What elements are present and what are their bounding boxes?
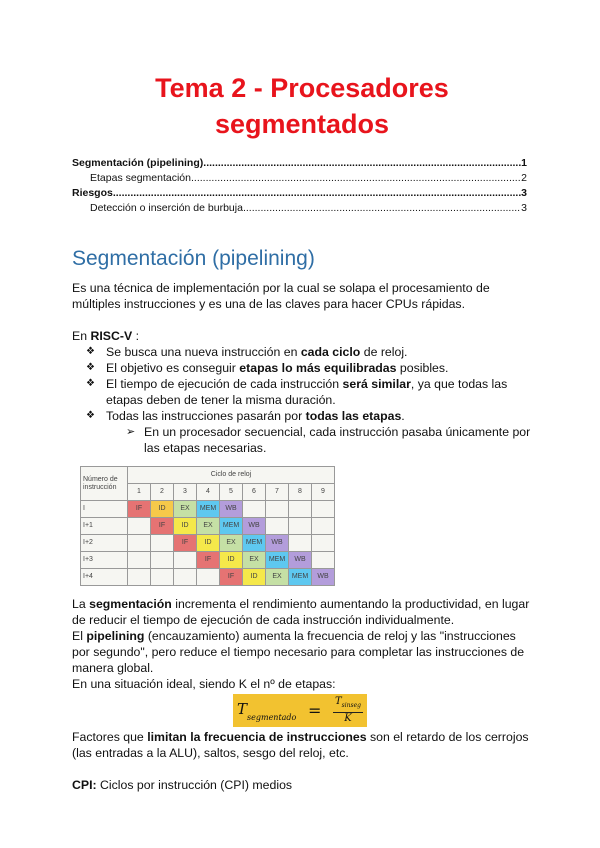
formula-lhs: T xyxy=(237,699,248,718)
empty-cell xyxy=(128,552,151,569)
cycle-header: 6 xyxy=(243,484,266,501)
segmented-time-formula xyxy=(233,694,367,727)
cycle-header: 2 xyxy=(151,484,174,501)
empty-cell xyxy=(151,569,174,586)
body-paragraphs xyxy=(72,596,532,692)
stage-cell: WB xyxy=(289,552,312,569)
stage-cell: IF xyxy=(151,518,174,535)
bullet-item: ❖ Todas las instrucciones pasarán por todas las etapas. xyxy=(72,408,532,424)
stage-cell: ID xyxy=(220,552,243,569)
empty-cell xyxy=(151,535,174,552)
stage-cell: ID xyxy=(243,569,266,586)
paragraph: En una situación ideal, siendo K el nº de etapas: xyxy=(72,677,336,691)
formula-num-sub: sinseg xyxy=(341,702,361,709)
bold-text: RISC-V xyxy=(90,329,133,343)
table-row xyxy=(81,501,335,518)
formula-num: T xyxy=(334,696,342,707)
empty-cell xyxy=(289,518,312,535)
empty-cell xyxy=(312,552,335,569)
bullet-list xyxy=(72,344,532,456)
stage-cell: MEM xyxy=(220,518,243,535)
stage-cell: MEM xyxy=(289,569,312,586)
empty-cell xyxy=(128,535,151,552)
stage-cell: MEM xyxy=(197,501,220,518)
empty-cell xyxy=(197,569,220,586)
empty-cell xyxy=(266,501,289,518)
document-title: Tema 2 - Procesadores segmentados xyxy=(155,73,449,139)
stage-cell: WB xyxy=(312,569,335,586)
stage-cell: EX xyxy=(266,569,289,586)
cycle-header: 7 xyxy=(266,484,289,501)
stage-cell: MEM xyxy=(243,535,266,552)
toc-page: 1 xyxy=(521,157,527,169)
cycle-header: 8 xyxy=(289,484,312,501)
clock-header: Ciclo de reloj xyxy=(128,467,335,484)
toc-label: Detección o inserción de burbuja xyxy=(90,202,243,214)
empty-cell xyxy=(243,501,266,518)
stage-cell: ID xyxy=(197,535,220,552)
section-heading: Segmentación (pipelining) xyxy=(72,247,315,270)
paragraph: La segmentación incrementa el rendimiento aumentando la productividad, en lugar de reducir el tiempo de ejecución de cada instrucción individualmente. xyxy=(72,597,530,627)
empty-cell xyxy=(174,569,197,586)
instruction-label: I+4 xyxy=(81,569,128,586)
empty-cell xyxy=(312,501,335,518)
intro-paragraph: Es una técnica de implementación por la cual se solapa el procesamiento de múltiples instrucciones y es una de las claves para hacer CPUs rápidas. xyxy=(72,281,490,311)
stage-cell: ID xyxy=(174,518,197,535)
stage-cell: EX xyxy=(243,552,266,569)
factors-paragraph: Factores que limitan la frecuencia de instrucciones son el retardo de los cerrojos (las entradas a la ALU), saltos, sesgo del reloj, etc. xyxy=(72,730,529,760)
paragraph: El pipelining (encauzamiento) aumenta la frecuencia de reloj y las "instrucciones por segundo", pero reduce el tiempo necesario para completar las instrucciones de manera global. xyxy=(72,629,525,675)
text: : xyxy=(132,329,139,343)
cycle-header: 3 xyxy=(174,484,197,501)
stage-cell: EX xyxy=(220,535,243,552)
instruction-label: I+2 xyxy=(81,535,128,552)
text: En xyxy=(72,329,91,343)
empty-cell xyxy=(174,552,197,569)
cycle-header: 4 xyxy=(197,484,220,501)
cycle-header: 1 xyxy=(128,484,151,501)
bullet-item: ❖ El tiempo de ejecución de cada instrucción será similar, ya que todas las etapas deben de tener la misma duración. xyxy=(72,376,532,408)
table-of-contents xyxy=(72,156,527,216)
empty-cell xyxy=(312,518,335,535)
toc-entry[interactable] xyxy=(72,201,527,216)
stage-cell: ID xyxy=(151,501,174,518)
stage-cell: IF xyxy=(197,552,220,569)
toc-page: 3 xyxy=(521,187,527,199)
toc-entry[interactable] xyxy=(72,171,527,186)
toc-label: Riesgos. xyxy=(72,187,116,199)
empty-cell xyxy=(266,518,289,535)
cycle-header: 9 xyxy=(312,484,335,501)
empty-cell xyxy=(128,569,151,586)
stage-cell: WB xyxy=(243,518,266,535)
toc-label: Etapas segmentación xyxy=(90,172,191,184)
stage-cell: WB xyxy=(266,535,289,552)
table-row xyxy=(81,569,335,586)
risc-paragraph xyxy=(72,328,532,456)
empty-cell xyxy=(128,518,151,535)
table-row xyxy=(81,535,335,552)
toc-entry[interactable] xyxy=(72,156,527,171)
stage-cell: IF xyxy=(174,535,197,552)
stage-cell: IF xyxy=(128,501,151,518)
formula-den: K xyxy=(344,713,352,724)
cycle-header: 5 xyxy=(220,484,243,501)
stage-cell: WB xyxy=(220,501,243,518)
bullet-item: ❖ Se busca una nueva instrucción en cada ciclo de reloj. xyxy=(72,344,532,360)
empty-cell xyxy=(312,535,335,552)
pipeline-table xyxy=(80,466,335,586)
table-row xyxy=(81,552,335,569)
instruction-label: I+1 xyxy=(81,518,128,535)
table-row xyxy=(81,518,335,535)
toc-page: 3 xyxy=(521,202,527,214)
empty-cell xyxy=(289,501,312,518)
instruction-label: I+3 xyxy=(81,552,128,569)
empty-cell xyxy=(289,535,312,552)
bullet-item: ❖ El objetivo es conseguir etapas lo más equilibradas posibles. xyxy=(72,360,532,376)
stage-cell: EX xyxy=(174,501,197,518)
instruction-label: I xyxy=(81,501,128,518)
empty-cell xyxy=(151,552,174,569)
stage-cell: EX xyxy=(197,518,220,535)
cpi-paragraph: CPI: Ciclos por instrucción (CPI) medios xyxy=(72,778,293,792)
formula-eq: = xyxy=(307,701,322,720)
stage-cell: MEM xyxy=(266,552,289,569)
stage-cell: IF xyxy=(220,569,243,586)
toc-entry[interactable] xyxy=(72,186,527,201)
toc-page: 2 xyxy=(521,172,527,184)
formula-lhs-sub: segmentado xyxy=(247,712,297,722)
toc-label: Segmentación (pipelining). xyxy=(72,157,207,169)
sub-bullet-item: ➢ En un procesador secuencial, cada instrucción pasaba únicamente por las etapas necesarias. xyxy=(72,424,532,456)
corner-header: Número de instrucción xyxy=(81,467,128,501)
